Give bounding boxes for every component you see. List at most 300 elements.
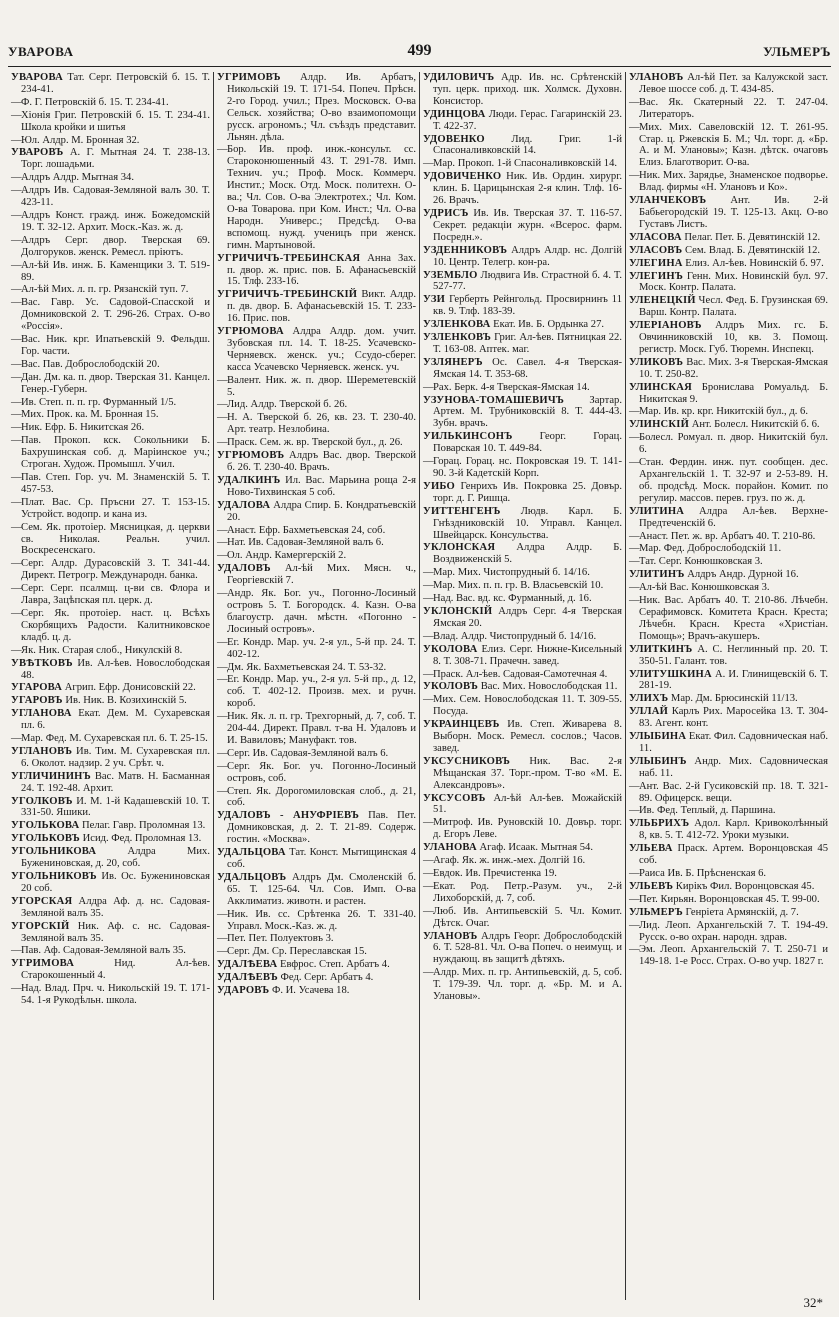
entry-dash: — — [11, 358, 22, 370]
entry-surname: УЗЛЕНКОВЪ — [423, 332, 492, 344]
directory-sub-entry — [423, 694, 622, 718]
entry-surname: УКОЛОВЪ — [423, 681, 479, 693]
entry-surname: УЛАНОВЪ — [423, 930, 478, 942]
entry-details: Люб. Ив. Антипьевскій 5. Чл. Комит. Дѣтск. Очаг. — [433, 905, 622, 929]
directory-sub-entry — [629, 406, 828, 418]
entry-surname: УКЛОНСКІЙ — [423, 605, 493, 617]
entry-details: Георг. Горац. Поварская 10. Т. 449-84. — [433, 431, 622, 455]
directory-entry — [11, 871, 210, 895]
entry-details: Алдр. Ив. Арбатъ, Никольскій 19. Т. 171-54. Попеч. Прѣсн. 2-го Город. учил.; През. Московск. О-ва Сельск. хозяйства; О-во взаимопомощи русск. агрономъ.; Чл. съѣздъ представит. Льнян. дѣла. — [227, 72, 416, 143]
entry-surname: УДАЛОВА — [217, 499, 271, 511]
entry-dash: — — [11, 259, 22, 271]
column-4 — [626, 72, 831, 1300]
entry-details: Ив. Ив. Тверская 37. Т. 116-57. Секрет. редакціи журн. «Всерос. фарм. Посредн.». — [433, 207, 622, 243]
directory-sub-entry — [217, 399, 416, 411]
directory-entry — [423, 395, 622, 431]
entry-surname: УЛАНОВА — [423, 842, 477, 854]
entry-details: Ант. Болесл. Никитскій б. 6. — [689, 419, 820, 431]
directory-sub-entry — [11, 359, 210, 371]
directory-entry — [217, 810, 416, 846]
entry-surname: УЛЬЕВА — [629, 843, 673, 855]
directory-sub-entry — [629, 582, 828, 594]
directory-entry — [217, 253, 416, 289]
entry-surname: УГРЮМОВА — [217, 326, 284, 338]
directory-sub-entry — [217, 748, 416, 760]
entry-details: А. С. Неглинный пр. 20. Т. 350-51. Галант. тов. — [639, 643, 828, 667]
directory-entry — [11, 896, 210, 920]
entry-details: Евдок. Ив. Пречистенка 19. — [433, 868, 557, 879]
entry-details: Пелаг. Гавр. Проломная 13. — [79, 820, 206, 832]
directory-sub-entry — [629, 595, 828, 643]
directory-sub-entry — [217, 412, 416, 436]
entry-details: Анаст. Ефр. Бахметьевская 24, соб. — [227, 524, 386, 536]
directory-sub-entry — [11, 983, 210, 1007]
directory-sub-entry — [217, 761, 416, 785]
entry-dash: — — [629, 457, 640, 469]
directory-entry — [217, 72, 416, 143]
entry-dash: — — [629, 595, 640, 607]
entry-details: Раиса Ив. Б. Прѣсненская 6. — [639, 868, 767, 879]
entry-details: Дм. Як. Бахметьевская 24. Т. 53-32. — [227, 661, 387, 673]
entry-details: Карлъ Рих. Маросейка 13. Т. 304-83. Агент. конт. — [639, 706, 828, 730]
entry-details: Алдръ Алдр. нс. Долгій 10. Центр. Телегр. кон-ра. — [433, 244, 622, 268]
entry-details: Сем. Влад. Б. Девятинскій 12. — [682, 244, 821, 256]
entry-dash: — — [11, 109, 22, 121]
directory-sub-entry — [11, 608, 210, 644]
entry-details: Адр. Ив. нс. Срѣтенскій туп. церк. приход. шк. Холмск. Духовн. Консистор. — [433, 72, 622, 107]
directory-sub-entry — [629, 868, 828, 880]
directory-sub-entry — [629, 944, 828, 968]
column-3 — [420, 72, 626, 1300]
entry-details: Мар. Дм. Брюсинскій 11/13. — [668, 693, 798, 705]
entry-dash: — — [217, 374, 228, 386]
entry-dash: — — [11, 983, 22, 995]
entry-surname: УЛАСОВЪ — [629, 244, 683, 256]
entry-details: Бор. Ив. проф. инж.-консульт. сс. Староконюшенный 43. Т. 291-78. Имп. Технич. уч.; Проф. Моск. Коммерч. Инстит.; Моск. Отд. Моск. политехн. О-ва.; Чл. Сов. О-ва Электротех.; Чл. Ком. О-ва Товарова. при Ком. Инст.; Чл. О-ва Народн. Универс.; Предсѣд. О-ва вспомощ. нужд. ученицъ при женск. гимн. Мартыновой. — [227, 144, 416, 251]
directory-sub-entry — [629, 781, 828, 805]
entry-details: Пав. Прокоп. кск. Сокольники Б. Бахрушинская соб. д. Маріинское уч.; Строган. Худож. Промышл. Учил. — [21, 435, 210, 471]
directory-entry — [423, 270, 622, 294]
directory-entry — [629, 357, 828, 381]
entry-dash: — — [217, 524, 228, 536]
entry-surname: УГОЛЬНИКОВА — [11, 846, 97, 858]
directory-sub-entry — [217, 946, 416, 958]
entry-dash: — — [217, 747, 228, 759]
entry-details: Ал-ѣй Ал-ѣев. Можайскій 51. — [433, 792, 622, 816]
directory-sub-entry — [217, 786, 416, 810]
entry-dash: — — [217, 785, 228, 797]
directory-entry — [217, 289, 416, 325]
directory-entry — [629, 271, 828, 295]
entry-dash: — — [217, 144, 228, 156]
directory-entry — [423, 319, 622, 331]
entry-surname: УДАЛЬЦОВЪ — [217, 871, 287, 883]
entry-details: Пав. Аф. Садовая-Земляной валъ 35. — [21, 945, 186, 957]
entry-dash: — — [629, 543, 640, 555]
directory-entry — [423, 719, 622, 755]
entry-details: Серг. Дм. Ср. Переславская 15. — [227, 946, 367, 958]
entry-surname: УИТТЕНГЕНЪ — [423, 505, 501, 517]
entry-surname: УИБО — [423, 480, 455, 492]
directory-sub-entry — [11, 733, 210, 745]
entry-surname: УЛЬЕВЪ — [629, 880, 674, 892]
directory-entry — [423, 756, 622, 792]
directory-entry — [217, 563, 416, 587]
entry-details: Бронислава Ромуальд. Б. Никитская 9. — [639, 381, 828, 405]
entry-dash: — — [11, 435, 22, 447]
entry-surname: УГОЛЬКОВЪ — [11, 833, 80, 845]
entry-details: Алдръ Серг. двор. Тверская 69. Долгоруков. женск. Ремесл. пріютъ. — [21, 234, 210, 258]
entry-details: Хіонія Григ. Петровскій б. 15. Т. 234-41. Школа кройки и шитья — [21, 109, 210, 133]
entry-surname: УЛИТКИНЪ — [629, 643, 693, 655]
entry-surname: УДРИСЪ — [423, 207, 469, 219]
entry-details: Чесл. Фед. Б. Грузинская 69. Варш. Контр. Палата. — [639, 295, 828, 319]
directory-sub-entry — [423, 567, 622, 579]
entry-surname: УДОВЕНКО — [423, 133, 485, 145]
entry-dash: — — [217, 412, 228, 424]
directory-sub-entry — [217, 933, 416, 945]
entry-dash: — — [629, 121, 640, 133]
entry-surname: УДАЛОВЪ - АНУФРІЕВЪ — [217, 810, 360, 822]
entry-details: Юл. Алдр. М. Бронная 32. — [21, 134, 140, 146]
entry-details: Алдръ Мих. гс. Б. Овчинниковскій 10, кв. 3. Помощ. регистр. Моск. Губ. Тюремн. Инспекц. — [639, 320, 828, 355]
entry-details: Людвига Ив. Страстной б. 4. Т. 527-77. — [433, 269, 622, 293]
entry-details: Генн. Мих. Новинскій бул. 97. Моск. Контр. Палата. — [639, 270, 828, 294]
entry-details: Мар. Фед. Доброслободскій 11. — [639, 543, 782, 555]
entry-surname: УГРИМОВЪ — [217, 72, 281, 83]
directory-sub-entry — [11, 172, 210, 184]
directory-entry — [217, 475, 416, 499]
entry-details: Алдръ Андр. Дурной 16. — [684, 569, 799, 581]
entry-details: Мар. Фед. М. Сухаревская пл. 6. Т. 25-15. — [21, 733, 208, 745]
directory-entry — [11, 820, 210, 832]
directory-sub-entry — [423, 456, 622, 480]
directory-entry — [629, 693, 828, 705]
entry-surname: УЛЬБРИХЪ — [629, 818, 690, 830]
entry-details: Лид. Леоп. Архангельскій 7. Т. 194-49. Русск. о-во охран. народн. здрав. — [639, 919, 828, 943]
entry-dash: — — [217, 437, 228, 449]
entry-surname: УЗИ — [423, 294, 446, 306]
entry-details: Болесл. Ромуал. п. двор. Никитскій бул. 6. — [639, 432, 828, 456]
entry-details: Агаф. Як. ж. инж.-мех. Долгій 16. — [433, 855, 586, 867]
entry-dash: — — [423, 967, 434, 979]
entry-details: И. М. 1-й Кадашевскій 10. Т. 331-50. Яшики. — [21, 795, 210, 819]
entry-details: Ник. Як. л. п. гр. Трехгорный, д. 7, соб. Т. 204-44. Директ. Правл. т-ва Н. Удаловъ и И. Вавиловъ; Мануфакт. тов. — [227, 711, 416, 746]
entry-details: Пелаг. Пет. Б. Девятинскій 12. — [681, 231, 821, 243]
entry-details: Стан. Фердин. инж. пут. сообщен. дес. Архангельскій 1. Т. 32-97 и 2-53-89. Н. об. продсѣд. Моск. порайон. Комит. по регулир. массов. перев. груз. по ж. д. — [639, 457, 828, 504]
entry-details: Исид. Фед. Проломная 13. — [79, 833, 202, 845]
entry-details: Ив. Ал-ѣев. Новослободская 48. — [21, 657, 210, 681]
directory-sub-entry — [423, 817, 622, 841]
entry-details: Ф. Г. Петровскій б. 15. Т. 234-41. — [21, 96, 169, 108]
entry-surname: УЛЫБИНЪ — [629, 755, 687, 767]
entry-dash: — — [11, 644, 22, 656]
directory-sub-entry — [11, 945, 210, 957]
directory-entry — [629, 506, 828, 530]
directory-entry — [423, 793, 622, 817]
directory-sub-entry — [11, 97, 210, 109]
directory-sub-entry — [11, 284, 210, 296]
entry-surname: УЛЫБИНА — [629, 731, 687, 743]
entry-details: Мих. Мих. Савеловскій 12. Т. 261-95. Стар. ц. Ржевскія Б. М.; Чл. торг. д. «Бр. А. и М. Улановы»; Казн. дѣтск. очаговъ Елиз. Благотворит. О-ва. — [639, 121, 828, 169]
entry-dash: — — [11, 472, 22, 483]
directory-entry — [629, 72, 828, 96]
entry-details: Екат. Дем. М. Сухаревская пл. 6. — [21, 708, 210, 732]
entry-dash: — — [423, 593, 434, 605]
directory-sub-entry — [423, 631, 622, 643]
entry-surname: УЛИХЪ — [629, 693, 669, 705]
entries-columns — [8, 72, 831, 1300]
directory-entry — [629, 644, 828, 668]
header-rule — [8, 66, 831, 67]
entry-details: Як. Ник. Старая слоб., Никулскій 8. — [21, 644, 183, 656]
entry-dash: — — [217, 674, 228, 686]
entry-surname: УГЛАНОВА — [11, 708, 72, 720]
entry-details: Алдра Аф. д. нс. Садовая-Земляной валъ 35. — [21, 895, 210, 919]
directory-sub-entry — [423, 580, 622, 592]
entry-details: Серг. Як. протоіер. наст. ц. Всѣхъ Скорбящихъ Радости. Калитниковское кладб. ц. д. — [21, 607, 210, 643]
directory-sub-entry — [629, 122, 828, 170]
directory-entry — [11, 682, 210, 694]
entry-details: Генрихъ Ив. Покровка 25. Довър. торг. д. Г. Ришца. — [433, 480, 622, 504]
entry-details: Сем. Як. протоіер. Мясницкая, д. церкви св. Николая. Реальн. учил. Воскресенскаго. — [21, 521, 210, 557]
directory-sub-entry — [11, 422, 210, 434]
entry-details: А. И. Глинищевскій 6. Т. 281-19. — [639, 668, 828, 692]
entry-details: Ал-ѣй Мих. Мясн. ч., Георгіевскій 7. — [227, 563, 416, 587]
entry-details: Дан. Дм. ка. п. двор. Тверская 31. Канцел. Генер.-Губерн. — [21, 371, 210, 395]
entry-dash: — — [423, 381, 434, 393]
directory-sub-entry — [11, 297, 210, 333]
entry-dash: — — [11, 558, 22, 570]
entry-dash: — — [11, 409, 22, 421]
entry-details: Екат. Фил. Садовническая наб. 11. — [639, 731, 828, 754]
directory-sub-entry — [11, 583, 210, 607]
entry-surname: УГОЛЬНИКОВЪ — [11, 871, 97, 882]
entry-surname: УЛЕГИНЪ — [629, 270, 684, 282]
directory-sub-entry — [423, 906, 622, 930]
entry-surname: УКОЛОВА — [423, 643, 478, 655]
directory-sub-entry — [423, 669, 622, 681]
directory-entry — [423, 506, 622, 542]
directory-entry — [423, 681, 622, 693]
entry-details: Фед. Серг. Арбатъ 4. — [277, 972, 374, 984]
entry-dash: — — [11, 334, 22, 346]
directory-entry — [629, 669, 828, 693]
directory-sub-entry — [217, 588, 416, 636]
entry-dash: — — [629, 96, 640, 108]
entry-details: Пав. Степ. Гор. уч. М. Знаменскій 5. Т. 457-53. — [21, 472, 210, 495]
entry-dash: — — [11, 284, 22, 296]
entry-dash: — — [11, 733, 22, 745]
entry-details: Ос. Савел. 4-я Тверская-Ямская 14. Т. 353-68. — [433, 356, 622, 380]
entry-surname: УДОВИЧЕНКО — [423, 171, 502, 183]
entry-dash: — — [217, 711, 228, 723]
directory-sub-entry — [217, 674, 416, 710]
directory-sub-entry — [11, 645, 210, 657]
directory-entry — [11, 771, 210, 795]
entry-details: Елиз. Серг. Нижне-Кисельный 8. Т. 308-71. Прачечн. завед. — [433, 643, 622, 667]
entry-dash: — — [629, 919, 640, 931]
directory-entry — [217, 450, 416, 474]
entry-details: Ник. Мих. Зарядье, Знаменское подворье. Влад. фирмы «Н. Улановъ и Ко». — [639, 170, 828, 194]
entry-details: Ег. Кондр. Мар. уч., 2-я ул. 5-й пр., д. 12, соб. Т. 402-12. Произв. мех. и ручн. короб. — [227, 674, 416, 710]
entry-surname: УДАЛОВЪ — [217, 563, 271, 575]
directory-entry — [217, 872, 416, 908]
entry-details: Ал-ѣй Вас. Конюшковская 3. — [639, 582, 770, 594]
entry-details: Алдра Алдр. Б. Воздвиженскій 5. — [433, 542, 622, 566]
entry-dash: — — [11, 607, 22, 619]
entry-details: Алдръ Алдр. Мытная 34. — [21, 172, 134, 184]
directory-entry — [423, 481, 622, 505]
entry-details: Агрип. Ефр. Донисовскій 22. — [62, 682, 196, 694]
entry-surname: УКСУСНИКОВЪ — [423, 755, 511, 767]
entry-surname: УГОРСКІЙ — [11, 920, 70, 932]
entry-surname: УЗЛЕНКОВА — [423, 319, 491, 331]
directory-entry — [423, 842, 622, 854]
header-left-running-head: УВАРОВА — [8, 44, 74, 59]
entry-details: Пет. Кирьян. Воронцовская 45. Т. 99-00. — [639, 893, 820, 905]
entry-surname: УЛЕГИНА — [629, 257, 683, 269]
entry-details: Ник. Вас. Арбатъ 40. Т. 210-86. Лѣчебн. Серафимовск. Комитета Красн. Креста; Лѣчебн. Красн. Креста «Христіан. Помощь»; Врачъ-акушеръ. — [639, 595, 828, 642]
entry-surname: УДАЛѢЕВА — [217, 959, 278, 971]
entry-details: Екат. Род. Петр.-Разум. уч., 2-й Лихоборскій, д. 7, соб. — [433, 880, 622, 904]
entry-dash: — — [629, 582, 640, 594]
entry-surname: УЛЕРІАНОВЪ — [629, 320, 702, 332]
directory-entry — [629, 320, 828, 356]
entry-surname: УВѢТКОВЪ — [11, 657, 73, 669]
entry-details: Кирікъ Фил. Воронцовская 45. — [673, 880, 815, 892]
entry-details: Праск. Артем. Воронцовская 45 соб. — [639, 843, 828, 867]
entry-dash: — — [11, 234, 22, 246]
entry-details: Ф. И. Усачева 18. — [269, 985, 350, 997]
directory-entry — [423, 332, 622, 356]
directory-sub-entry — [11, 497, 210, 521]
directory-sub-entry — [11, 110, 210, 134]
directory-entry — [629, 382, 828, 406]
directory-sub-entry — [217, 909, 416, 933]
entry-details: Евфрос. Степ. Арбатъ 4. — [277, 959, 390, 971]
entry-dash: — — [11, 583, 22, 595]
entry-details: Зартар. Артем. М. Трубниковскій 8. Т. 444-43. Зубн. врачъ. — [433, 394, 622, 430]
entry-dash: — — [11, 945, 22, 957]
entry-dash: — — [423, 668, 434, 680]
entry-dash: — — [217, 537, 228, 549]
directory-sub-entry — [11, 409, 210, 421]
entry-dash: — — [217, 588, 228, 600]
directory-sub-entry — [217, 375, 416, 399]
directory-sub-entry — [423, 593, 622, 605]
entry-dash: — — [11, 172, 22, 184]
entry-dash: — — [11, 371, 22, 383]
directory-entry — [629, 232, 828, 244]
directory-entry — [11, 796, 210, 820]
entry-surname: УЗЛЯНЕРЪ — [423, 356, 483, 368]
entry-dash: — — [423, 567, 434, 579]
entry-details: Ник. Ефр. Б. Никитская 26. — [21, 422, 145, 434]
entry-details: Ал-ѣй Мих. л. п. гр. Рязанскій туп. 7. — [21, 284, 189, 296]
entry-details: Мих. Прок. ка. М. Бронная 15. — [21, 409, 159, 421]
entry-details: Ив. Ос. Бужениновская 20 соб. — [21, 871, 210, 894]
entry-details: Мар. Мих. п. п. гр. В. Власьевскій 10. — [433, 580, 604, 592]
directory-entry — [423, 606, 622, 630]
directory-entry — [217, 959, 416, 971]
directory-sub-entry — [423, 868, 622, 880]
header-right-running-head: УЛЬМЕРЪ — [763, 44, 831, 59]
entry-surname: УВАРОВА — [11, 72, 63, 83]
entry-details: Людв. Карл. Б. Гнѣздниковскій 10. Управл. Канцел. Швейцарск. Консульства. — [433, 505, 622, 541]
entry-details: Горац. Горац. нс. Покровская 19. Т. 141-90. 3-й Кадетскій Корп. — [433, 456, 622, 479]
directory-entry — [629, 818, 828, 842]
entry-details: Ив. Ник. В. Козихинскій 5. — [62, 695, 187, 707]
entry-details: Серг. Серг. псалмщ. ц-ви св. Флора и Лавра, Зацѣпская пл. церк. д. — [21, 583, 210, 607]
entry-details: Нид. Ал-ѣев. Старокошенный 4. — [21, 958, 210, 982]
entry-surname: УГОЛЬКОВА — [11, 820, 80, 832]
directory-sub-entry — [217, 537, 416, 549]
entry-surname: УЗЕМБЛО — [423, 269, 478, 281]
directory-sub-entry — [11, 397, 210, 409]
entry-details: Герберть Рейнгольд. Просвирнинъ 11 кв. 9. Тлф. 183-39. — [433, 294, 622, 318]
entry-details: Митроф. Ив. Руновскій 10. Довър. торг. д. Егоръ Леве. — [433, 817, 622, 841]
entry-surname: УЛЕНЕЦКІЙ — [629, 295, 696, 307]
entry-details: Алдра Спир. Б. Кондратьевскій 20. — [227, 499, 416, 523]
entry-dash: — — [217, 760, 228, 772]
directory-entry — [423, 357, 622, 381]
entry-details: Анаст. Пет. ж. вр. Арбатъ 40. Т. 210-86. — [639, 530, 816, 542]
entry-dash: — — [217, 946, 228, 958]
directory-entry — [629, 245, 828, 257]
entry-details: Ал-ѣй Ив. инж. Б. Каменщики 3. Т. 519-89. — [21, 259, 210, 283]
header-page-number: 499 — [407, 42, 432, 59]
directory-entry — [629, 419, 828, 431]
entry-details: Рах. Берк. 4-я Тверская-Ямская 14. — [433, 381, 590, 393]
directory-entry — [423, 294, 622, 318]
directory-entry — [423, 931, 622, 967]
directory-sub-entry — [217, 637, 416, 661]
directory-entry — [629, 258, 828, 270]
entry-surname: УИЛЬКИНСОНЪ — [423, 431, 513, 443]
entry-surname: УДАЛКИНЪ — [217, 474, 281, 486]
entry-details: Генріета Армянскій, д. 7. — [682, 906, 799, 918]
entry-details: Алдръ Серг. 4-я Тверская Ямская 20. — [433, 605, 622, 629]
entry-dash: — — [217, 908, 228, 920]
entry-surname: УВАРОВЪ — [11, 147, 64, 159]
entry-surname: УДИНЦОВА — [423, 108, 486, 120]
directory-entry — [11, 695, 210, 707]
directory-sub-entry — [629, 894, 828, 906]
entry-details: Тат. Конст. Мытищинская 4 соб. — [227, 847, 416, 870]
directory-entry — [423, 171, 622, 207]
entry-details: Ив. Степ. Живарева 8. Выборн. Моск. Ремесл. сослов.; Часов. завед. — [433, 719, 622, 754]
entry-details: Ник. Аф. с. нс. Садовая-Земляной валъ 35. — [21, 920, 210, 944]
entry-details: Алдра Ал-ѣев. Верхне-Предтеченскій 6. — [639, 505, 828, 529]
entry-details: Праск. Ал-ѣев. Садовая-Самотечная 4. — [433, 668, 608, 680]
directory-entry — [423, 208, 622, 244]
directory-entry — [629, 731, 828, 755]
entry-details: Серг. Алдр. Дурасовскій 3. Т. 341-44. Директ. Петрогр. Международн. банка. — [21, 558, 210, 582]
entry-details: Викт. Алдр. п. дв. двор. Б. Афанасьевскій 15. Т. 233-16. Прис. пов. — [227, 289, 416, 325]
entry-surname: УГЛИЧИНИНЪ — [11, 770, 91, 782]
directory-sub-entry — [629, 432, 828, 456]
entry-dash: — — [629, 556, 640, 568]
directory-sub-entry — [11, 435, 210, 471]
entry-details: Алдръ Георг. Доброслободскій 6. Т. 528-81. Чл. О-ва Попеч. о неимущ. и нуждающ. въ защитѣ дѣтяхъ. — [433, 930, 622, 966]
directory-entry — [11, 708, 210, 732]
entry-surname: УЛЛАЙ — [629, 706, 669, 718]
directory-sub-entry — [11, 522, 210, 558]
directory-sub-entry — [423, 382, 622, 394]
directory-entry — [423, 245, 622, 269]
entry-details: Ник. Ив. сс. Срѣтенка 26. Т. 331-40. Управл. Моск.-Каз. ж. д. — [227, 908, 416, 932]
